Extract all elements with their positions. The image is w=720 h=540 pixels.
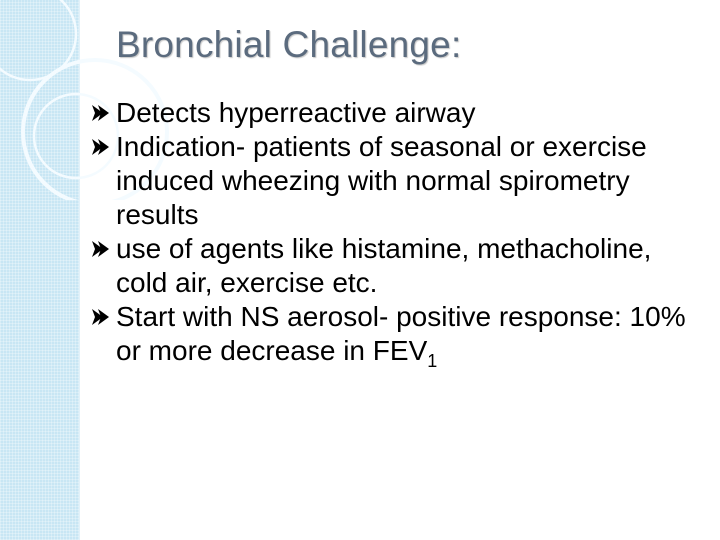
bullet-text: Start with NS aerosol- positive response: 10% or more decrease in FEV bbox=[116, 301, 686, 366]
arrow-bullet-icon bbox=[88, 130, 116, 164]
bullet-list bbox=[88, 96, 700, 371]
slide-title: Bronchial Challenge: bbox=[116, 24, 462, 65]
arrow-bullet-icon bbox=[88, 232, 116, 266]
bullet-item-agents bbox=[88, 232, 700, 300]
bullet-text: Detects hyperreactive airway bbox=[116, 97, 476, 128]
fev-subscript: 1 bbox=[427, 351, 438, 371]
bullet-item-indication bbox=[88, 130, 700, 232]
bullet-text: use of agents like histamine, methacholine, cold air, exercise etc. bbox=[116, 233, 652, 298]
bullet-item-aerosol bbox=[88, 300, 700, 371]
bullet-text: Indication- patients of seasonal or exercise induced wheezing with normal spirometry results bbox=[116, 131, 647, 230]
arrow-bullet-icon bbox=[88, 96, 116, 130]
arrow-bullet-icon bbox=[88, 300, 116, 334]
bullet-item-detects bbox=[88, 96, 700, 130]
